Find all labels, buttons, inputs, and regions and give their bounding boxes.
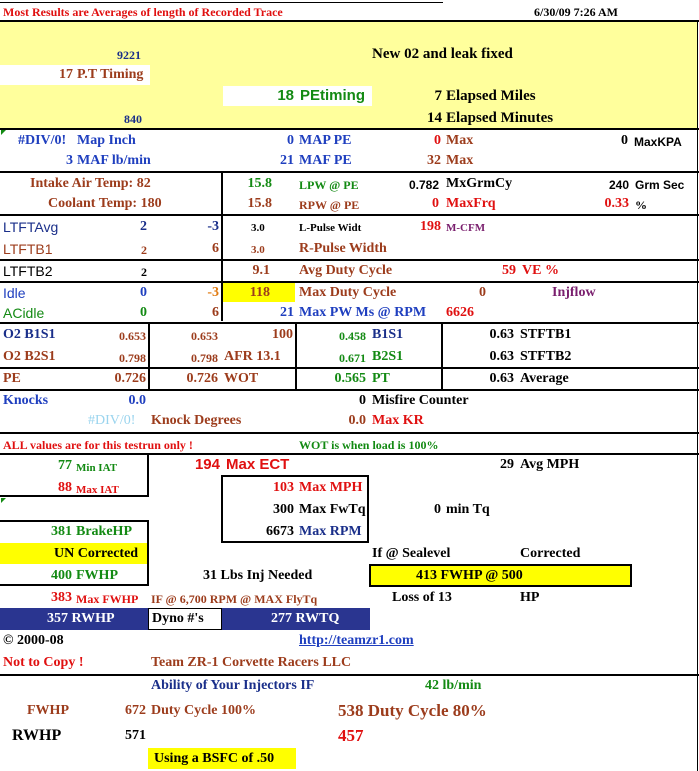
cell-comment-marker (1, 498, 6, 503)
if-rpm-note: IF @ 6,700 RPM @ MAX FlyTq (151, 592, 318, 606)
grid-line (0, 367, 699, 369)
fwhp-label: FWHP (76, 568, 118, 583)
all-values-note: ALL values are for this testrun only ! (3, 438, 193, 452)
min-tq-value: 0 (434, 502, 441, 517)
max-iat-value: 88 (58, 480, 72, 495)
grid-line (0, 389, 699, 391)
sheet-title: New 02 and leak fixed (372, 46, 513, 62)
rpw-label: RPW @ PE (299, 198, 360, 212)
o2-b1s1-label: O2 B1S1 (3, 327, 56, 342)
uncorrected-label: UN Corrected (54, 546, 139, 561)
grid-line (295, 323, 297, 389)
pt-value: 0.565 (334, 371, 366, 386)
misfire-value: 0 (359, 393, 366, 408)
mcfm-label: M-CFM (446, 222, 486, 234)
b1s1-right-label: B1S1 (372, 327, 404, 342)
max-fwhp-label: Max FWHP (76, 592, 139, 606)
brakehp-label: BrakeHP (76, 524, 132, 539)
grid-line (0, 171, 699, 173)
max-fwtq-label: Max FwTq (299, 502, 366, 517)
max-mph-label: Max MPH (299, 480, 363, 495)
min-iat-label: Min IAT (76, 462, 118, 474)
max-duty-b: 0 (479, 285, 486, 300)
injector-ability: Ability of Your Injectors IF (151, 678, 315, 693)
rpulse-value: 3.0 (251, 244, 265, 256)
grid-line (0, 322, 699, 324)
top-num2: 840 (124, 112, 142, 126)
max-kr-label: Max KR (372, 413, 424, 428)
hp-label: HP (520, 590, 540, 605)
maxfrq-value: 0 (432, 196, 439, 211)
max-rpm-label: Max RPM (299, 524, 362, 539)
grid-line (148, 323, 150, 389)
map-inch-value: #DIV/0! (18, 133, 67, 148)
idle-a: 0 (140, 285, 147, 300)
elapsed-miles-label: Elapsed Miles (446, 88, 536, 104)
grmsec-label: Grm Sec (635, 178, 685, 192)
if-sealevel: If @ Sealevel (372, 546, 451, 561)
maf-value: 3 (66, 153, 73, 168)
map-inch-label: Map Inch (77, 133, 136, 148)
inj-fwhp-label: FWHP (27, 703, 69, 718)
pe-value: 0.726 (114, 371, 146, 386)
maf-pe-value: 21 (280, 153, 294, 168)
teamzr1-link[interactable]: http://teamzr1.com (299, 633, 414, 648)
max2-label: Max (446, 153, 474, 168)
lbs-inj-needed: 31 Lbs Inj Needed (203, 568, 313, 583)
lpulse-value: 3.0 (251, 222, 265, 234)
ve-value: 59 (502, 263, 516, 278)
rwhp-value: 357 RWHP (47, 611, 115, 626)
avg-mph-label: Avg MPH (520, 457, 580, 472)
max-iat-label: Max IAT (76, 484, 119, 496)
ltft-avg-b: -3 (207, 219, 219, 234)
rpw-value: 15.8 (247, 196, 272, 211)
ve-label: VE % (522, 263, 559, 278)
elapsed-minutes-label: Elapsed Minutes (446, 110, 554, 126)
grmsec-value: 240 (608, 178, 629, 192)
avg-duty-label: Avg Duty Cycle (299, 263, 393, 278)
b2s1-right-label: B2S1 (372, 349, 404, 364)
grid-line (697, 20, 698, 771)
o2-b1s1-c: 100 (272, 327, 293, 342)
maxfrq-label: MaxFrq (446, 196, 496, 211)
grid-line (0, 259, 699, 261)
maxkpa-label: MaxKPA (634, 135, 682, 149)
max-duty-value: 118 (249, 285, 270, 300)
acidle-a: 0 (140, 305, 147, 320)
pct-value: 0.33 (604, 196, 629, 211)
fwhp-sealevel-value: 413 FWHP @ 500 (416, 568, 523, 583)
grid-line (441, 323, 443, 389)
o2-b1s1-a: 0.653 (119, 329, 146, 343)
o2-b2s1-b: 0.798 (191, 351, 218, 365)
average-label: Average (520, 371, 569, 386)
grid-line (0, 674, 699, 676)
max-mph-value: 103 (273, 480, 294, 495)
stftb2-value: 0.63 (489, 349, 514, 364)
lpw-label: LPW @ PE (299, 178, 359, 192)
max-ect-value: 194 (194, 456, 220, 473)
max-fwhp-value: 383 (51, 590, 72, 605)
corrected-label: Corrected (520, 546, 581, 561)
top-rule (0, 2, 443, 3)
brakehp-value: 381 (51, 524, 72, 539)
map-pe-label: MAP PE (299, 133, 352, 148)
acidle-label: ACidle (3, 305, 45, 321)
ltftb1-a: 2 (141, 243, 147, 257)
maf-pe-label: MAF PE (299, 153, 352, 168)
stftb1-label: STFTB1 (520, 327, 572, 342)
inj-rwhp-label: RWHP (12, 727, 62, 744)
cell-comment-marker (1, 130, 6, 135)
pe-timing-value: 18 (277, 87, 294, 104)
afr-label: AFR 13.1 (224, 349, 281, 364)
maxpw-rpm: 6626 (446, 305, 474, 320)
ltftb2-a: 2 (141, 265, 147, 279)
min-iat-value: 77 (58, 458, 72, 473)
inj-fwhp-672: 672 (125, 703, 146, 718)
top-num1: 9221 (117, 48, 141, 62)
grid-line (0, 432, 699, 434)
mxgrmcy-value: 0.782 (408, 178, 439, 192)
ltft-avg-a: 2 (140, 219, 147, 234)
knocks-label: Knocks (3, 393, 49, 408)
grid-line (0, 20, 699, 22)
mxgrmcy-label: MxGrmCy (446, 176, 513, 191)
max1-value: 0 (434, 133, 441, 148)
rpulse-label: R-Pulse Width (299, 241, 387, 256)
pt-label: PT (372, 371, 390, 386)
max2-value: 32 (427, 153, 441, 168)
injector-lb-min: 42 lb/min (425, 678, 482, 693)
wot-value: 0.726 (186, 371, 218, 386)
pt-timing-label: P.T Timing (77, 67, 144, 82)
o2-b1s1-d: 0.458 (339, 329, 366, 343)
o2-b1s1-b: 0.653 (191, 329, 218, 343)
ltftb2-label: LTFTB2 (3, 263, 53, 279)
ltft-avg-label: LTFTAvg (3, 219, 59, 235)
injflow-label: Injflow (552, 285, 596, 300)
lpulse-label: L-Pulse Widt (299, 222, 362, 234)
max-kr-value: 0.0 (348, 413, 366, 428)
knock-degrees-label: Knock Degrees (151, 413, 242, 428)
max-fwtq-value: 300 (273, 502, 294, 517)
grid-line (0, 214, 699, 216)
inj-duty100: Duty Cycle 100% (151, 703, 256, 718)
loss-label: Loss of 13 (392, 590, 452, 605)
ltftb1-b: 6 (212, 241, 219, 256)
inj-rwhp-457: 457 (338, 726, 364, 745)
pct-label: % (635, 198, 647, 212)
header-note: Most Results are Averages of length of Recorded Trace (3, 5, 283, 19)
stftb2-label: STFTB2 (520, 349, 572, 364)
coolant-temp: Coolant Temp: 180 (48, 196, 162, 211)
copyright: © 2000-08 (3, 633, 64, 648)
inj-duty80: 538 Duty Cycle 80% (338, 701, 487, 720)
inj-rwhp-571: 571 (125, 728, 146, 743)
stftb1-value: 0.63 (489, 327, 514, 342)
idle-label: Idle (3, 285, 26, 301)
team-name: Team ZR-1 Corvette Racers LLC (151, 655, 352, 670)
o2-b2s1-label: O2 B2S1 (3, 349, 56, 364)
timestamp: 6/30/09 7:26 AM (534, 5, 618, 19)
max-duty-label: Max Duty Cycle (299, 285, 397, 300)
pt-timing-value: 17 (59, 67, 73, 82)
maxpw-value: 21 (280, 305, 294, 320)
o2-b2s1-a: 0.798 (119, 351, 146, 365)
o2-b2s1-d: 0.671 (339, 351, 366, 365)
mcfm-value: 198 (420, 219, 441, 234)
lpw-value: 15.8 (247, 176, 272, 191)
map-pe-value: 0 (287, 133, 294, 148)
min-tq-label: min Tq (446, 502, 490, 517)
max1-label: Max (446, 133, 474, 148)
grid-line (0, 128, 699, 130)
bsfc-note: Using a BSFC of .50 (154, 751, 275, 766)
acidle-b: 6 (212, 305, 219, 320)
fwhp-value: 400 (51, 568, 72, 583)
avg-mph-value: 29 (500, 457, 514, 472)
knock-div0: #DIV/0! (88, 413, 136, 428)
wot-note: WOT is when load is 100% (299, 438, 439, 452)
pe-label: PE (3, 371, 21, 386)
maxpw-label: Max PW Ms @ RPM (299, 305, 427, 320)
maf-label: MAF lb/min (77, 153, 151, 168)
wot-label: WOT (224, 371, 259, 386)
elapsed-minutes-value: 14 (427, 110, 442, 126)
iat-box (0, 454, 149, 497)
not-to-copy: Not to Copy ! (3, 655, 84, 670)
max-ect-label: Max ECT (226, 456, 290, 473)
dyno-label: Dyno #'s (152, 611, 204, 626)
average-value: 0.63 (489, 371, 514, 386)
max-rpm-value: 6673 (266, 524, 294, 539)
grid-line (0, 281, 699, 283)
elapsed-miles-value: 7 (434, 88, 442, 104)
misfire-label: Misfire Counter (372, 393, 469, 408)
intake-air-temp: Intake Air Temp: 82 (30, 176, 151, 191)
ltftb1-label: LTFTB1 (3, 241, 53, 257)
idle-b: -3 (207, 285, 219, 300)
pe-timing-label: PEtiming (300, 87, 366, 104)
rwtq-value: 277 RWTQ (271, 611, 340, 626)
knocks-value: 0.0 (128, 393, 146, 408)
maxkpa-value: 0 (621, 133, 628, 148)
avg-duty-value: 9.1 (252, 263, 270, 278)
